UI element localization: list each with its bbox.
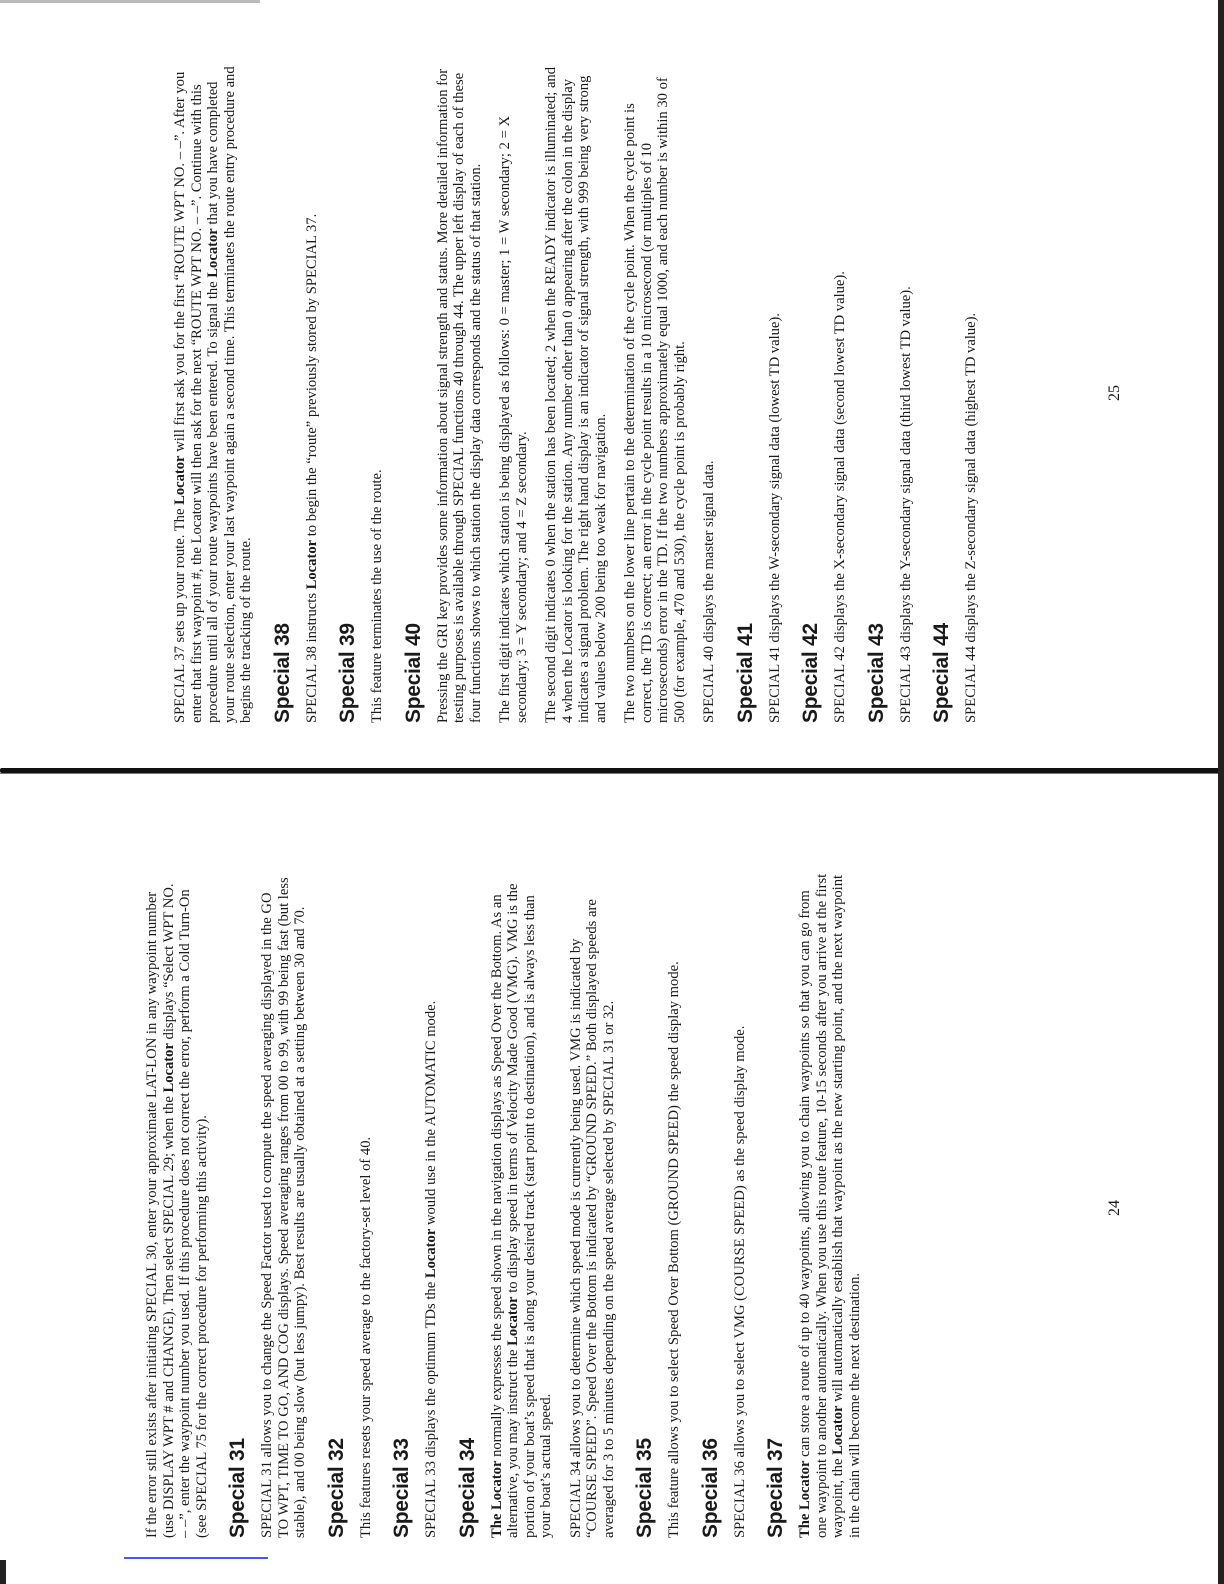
special-36-heading: Special 36 [698,1438,722,1538]
special-35-heading: Special 35 [633,1438,656,1538]
special-40-paragraph-2: The first digit indicates which station is being displayed as follows: 0 = master; 1 = W secondary; 2 = X secondary; 3 = Y secondary; and 4 = Z secondary. [497,116,530,723]
special-31-text: SPECIAL 31 allows you to change the Speed Factor used to compute the speed averaging displayed in the GO TO WPT, TIME TO GO, AND COG displays. Speed averaging ranges from 00 to 99, with 99 being fast (but less stable), and 00 being slow (but less jumpy). Best results are usually obtained at a setting between 30 and 70. [259,877,308,1538]
special-33-text [423,873,440,1538]
text-run: If the error still exists after initiating SPECIAL 30, enter your approximate LAT-LON in any waypoint number (use DISPLAY WPT # and CHANGE). Then select SPECIAL 29; when the [144,891,177,1538]
text-run: would use in the AUTOMATIC mode. [423,1000,439,1229]
scan-edge [1218,0,1224,1584]
special-31-heading: Special 31 [226,1438,249,1538]
special-41-heading: Special 41 [733,623,757,723]
special-37-text [797,873,863,1538]
locator-term: Locator [423,1228,439,1279]
page-divider [0,768,1224,773]
special-42-heading: Special 42 [799,623,822,723]
special-34-paragraph-2: SPECIAL 34 allows you to determine which speed mode is currently being used. VMG is indicated by “COURSE SPEED”. Speed Over the Bottom is indicated by “GROUND SPEED.” Both displayed speeds are averaged for 3 to 5 minutes depending on the speed average selected by SPECIAL 31 or 32. [567,899,617,1538]
locator-term: Locator [205,228,221,278]
special-41-text: SPECIAL 41 displays the W-secondary signal data (lowest TD value). [766,313,783,723]
locator-term: The Locator [488,1460,505,1538]
special-37-heading: Special 37 [764,1438,787,1538]
special-40-paragraph-5: SPECIAL 40 displays the master signal data. [701,460,717,723]
special-36-text: SPECIAL 36 allows you to select VMG (COURSE SPEED) as the speed display mode. [731,1025,748,1538]
text-run: displays “Select WPT NO. – –”, enter the waypoint number you used. If this procedure does not correct the error, perform a Cold Turn-On (see SPECIAL 75 for the correct procedure for performing this activity). [160,883,210,1538]
page-25 [62,43,1162,743]
text-run: can store a route of up to 40 waypoints, allowing you to chain waypoints so that you can go from one waypoint to another automatically. When you use this route feature, 10-15 seconds after you arrive at the first waypoint, the [797,873,846,1538]
special-37-continued [172,58,255,723]
scan-edge [0,1560,6,1584]
special-33-heading: Special 33 [390,1438,413,1538]
text-run: SPECIAL 33 displays the optimum TDs the [423,1278,439,1538]
special-34-paragraph-1 [489,873,555,1538]
special-39-heading: Special 39 [336,623,359,723]
special-44-text: SPECIAL 44 displays the Z-secondary signal data (highest TD value). [963,312,979,723]
page-24 [62,858,1162,1558]
locator-term: Locator [172,455,188,505]
locator-term: Locator [505,1296,521,1346]
text-run: will automatically establish that waypoint as the new starting point, and the next waypoint in the chain will become the next destination. [830,874,863,1538]
text-run: normally expresses the speed shown in the navigation displays as Speed Over the Bottom. As an alternative, you may instruct the [488,894,521,1538]
text-run: that you have completed your route selection, enter your last waypoint again a second time. This terminates the route entry procedure and begins the tracking of the route. [205,66,254,723]
special-44-heading: Special 44 [930,623,953,723]
page-25-text-column [172,58,993,723]
page-24-text-column [144,873,876,1538]
text-run: SPECIAL 37 sets up your route. The [172,504,188,723]
text-run: will first ask you for the first “ROUTE WPT NO. – –”. After you enter that first waypoint #, the Locator will then ask for the next “ROUTE WPT NO. – –”. Continue with this procedure until all of your route waypoints have been entered. To signal the [172,71,221,723]
locator-term: Locator [160,1043,177,1093]
special-40-paragraph-4: The two numbers on the lower line pertain to the determination of the cycle point. When the cycle point is correct, the TD is correct; an error in the cycle point results in a 10 microsecond (or multiples of 10 microseconds) error in the TD. If the two numbers approximately equal 1000, and each number is within 30 of 500 (for example, 470 and 530), the cycle point is probably right. [622,77,688,723]
special-32-heading: Special 32 [324,1438,348,1538]
locator-term: The Locator [797,1460,813,1538]
special-38-heading: Special 38 [270,623,294,723]
special-43-text: SPECIAL 43 displays the Y-secondary signal data (third lowest TD value). [897,286,914,723]
special-40-paragraph-3: The second digit indicates 0 when the station has been located; 2 when the READY indicator is illuminated; and 4 when the Locator is looking for the station. Any number other than 0 appearing after the colon in the display indicates a signal problem. The right hand display is an indicator of signal strength, with 999 being very strong and values below 200 being too weak for navigation. [543,66,609,723]
special-43-heading: Special 43 [864,623,888,723]
special-40-paragraph-1: Pressing the GRI key provides some information about signal strength and status. More detailed information for testing purposes is available through SPECIAL functions 40 through 44. The upper left display of each of these four functions shows to which station the display data corresponds and the status of that station. [434,68,484,723]
special-40-heading: Special 40 [401,623,425,723]
text-run: to display speed in terms of Velocity Made Good (VMG). VMG is the portion of your boat’s speed that is along your desired track (start point to destination), and is always less than your boat’s actual speed. [505,883,554,1538]
special-34-heading: Special 34 [455,1438,479,1538]
scan-artifact [0,0,260,3]
special-39-text: This feature terminates the use of the route. [369,469,385,723]
locator-term: Locator [830,1405,846,1455]
special-35-text: This feature allows you to select Speed Over Bottom (GROUND SPEED) the speed display mode. [666,961,682,1538]
text-run: SPECIAL 38 instructs [303,589,320,723]
intro-paragraph [144,873,210,1538]
special-42-text: SPECIAL 42 displays the X-secondary signal data (second lowest TD value). [832,271,848,723]
text-run: to begin the “route” previously stored by SPECIAL 37. [303,213,320,540]
locator-term: Locator [303,539,320,590]
page-number: 25 [1106,385,1123,401]
scan-mark [124,1557,268,1559]
page-number: 24 [1106,1200,1123,1216]
special-32-text: This features resets your speed average to the factory-set level of 40. [357,1136,374,1538]
special-38-text [304,58,321,723]
